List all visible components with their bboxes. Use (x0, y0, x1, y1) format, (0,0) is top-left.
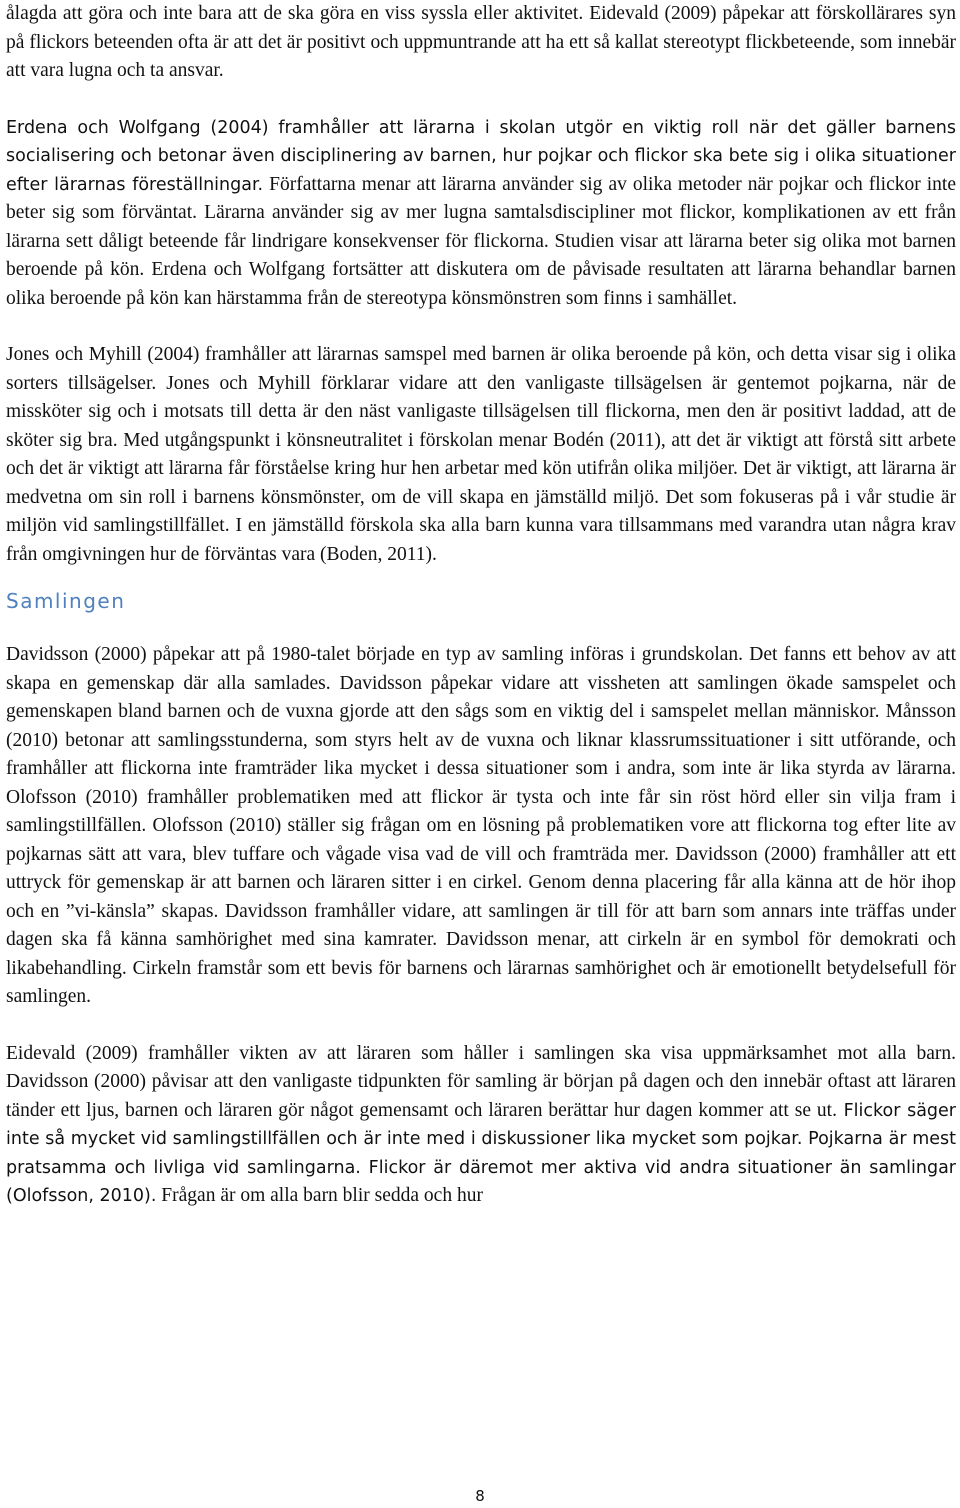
paragraph-5-text-end: Frågan är om alla barn blir sedda och hur (156, 1185, 483, 1206)
paragraph-4-text: Davidsson (2000) påpekar att på 1980-talet började en typ av samling införas i grundskolan. Det fanns ett behov av att skapa en gemenskap där alla samlades. Davidsson påpekar vidare att vissheten att samlingen ökade samspelet och gemenskapen bland barnen och de vuxna gjorde att den sågs som en viktig del i samspelet mellan människor. Månsson (2010) betonar att samlingsstunderna, som styrs helt av de vuxna och liknar klassrumssituationer i sitt utförande, och framhåller att flickorna inte framträder lika mycket i dessa situationer som i andra, som inte är lika styrda av lärarna. Olofsson (2010) framhåller problematiken med att flickor är tysta och inte får sin röst hörd eller sin vilja fram i samlingstillfällen. Olofsson (2010) ställer sig frågan om en lösning på problematiken vore att flickorna tog efter lite av pojkarnas sätt att vara, blev tuffare och vågade visa vad de vill och framträda mer. Davidsson (2000) framhåller att ett uttryck för gemenskap är att barnen och läraren sitter i en cirkel. Genom denna placering får alla känna att de hör ihop och en ”vi-känsla” skapas. Davidsson framhåller vidare, att samlingen är till för att barn som annars inte träffas under dagen ska få känna samhörighet med sina kamrater. Davidsson menar, att cirkeln är en symbol för demokrati och likabehandling. Cirkeln framstår som ett bevis för barnens och lärarnas samhörighet och är emotionellt betydelsefull för samlingen. (6, 644, 956, 1007)
paragraph-1-text: ålagda att göra och inte bara att de ska göra en viss syssla eller aktivitet. Eidevald (2009) påpekar att förskollärares syn på flickors beteenden ofta är att det är positivt och uppmuntrande att ha ett så kallat stereotypt flickbeteende, som innebär att vara lugna och ta ansvar. (6, 3, 956, 81)
paragraph-3-text: Jones och Myhill (2004) framhåller att lärarnas samspel med barnen är olika beroende på kön, och detta visar sig i olika sorters tillsägelser. Jones och Myhill förklarar vidare att den vanligaste tillsägelsen är gentemot pojkarna, när de missköter sig och i motsats till detta är den näst vanligaste tillsägelsen till flickorna, men den är positivt laddad, att de sköter sig bra. Med utgångspunkt i könsneutralitet i förskolan menar Bodén (2011), att det är viktigt att förstå sitt arbete och det är viktigt att lärarna får förståelse kring hur hen arbetar med kön utifrån olika miljöer. Det är viktigt, att lärarna är medvetna om sin roll i barnens könsmönster, om de vill skapa en jämställd miljö. Det som fokuseras på i vår studie är miljön vid samlingstillfället. I en jämställd förskola ska alla barn kunna vara tillsammans med varandra utan några krav från omgivningen hur de förväntas vara (Boden, 2011). (6, 344, 956, 565)
paragraph-1 (6, 0, 956, 86)
section-heading: Samlingen (6, 589, 126, 613)
paragraph-2 (6, 114, 956, 314)
page-number: 8 (475, 1487, 485, 1505)
paragraph-3 (6, 341, 956, 569)
paragraph-2-text: Författarna menar att lärarna använder sig av olika metoder när pojkar och flickor inte beter sig som förväntat. Lärarna använder sig av mer lugna samtalsdiscipliner mot flickor, komplikationen av ett från lärarna sett dåligt beteende får lindrigare konsekvenser för flickorna. Studien visar att lärarna beter sig olika mot barnen beroende på kön. Erdena och Wolfgang fortsätter att diskutera om de påvisade resultaten att lärarna behandlar barnen olika beroende på kön kan härstamma från de stereotypa könsmönstren som finns i samhället. (6, 173, 956, 309)
paragraph-4 (6, 641, 956, 1012)
paragraph-5-text: Eidevald (2009) framhåller vikten av att läraren som håller i samlingen ska visa uppmärksamhet mot alla barn. Davidsson (2000) påvisar att den vanligaste tidpunkten för samling är början på dagen och den innebär oftast att läraren tänder ett ljus, barnen och läraren gör något gemensamt och läraren berättar hur dagen kommer att se ut. (6, 1042, 956, 1121)
document-page (6, 0, 956, 1211)
paragraph-5-text-sans: Flickor säger inte så mycket vid samlingstillfällen och är inte med i diskussioner lika mycket som pojkar. Pojkarna är mest pratsamma och livliga vid samlingarna. Flickor är däremot mer aktiva vid andra situationer än samlingar (Olofsson, 2010). (6, 1100, 956, 1206)
paragraph-2-text-sans: Erdena och Wolfgang (2004) framhåller att lärarna i skolan utgör en viktig roll när det gäller barnens socialisering och betonar även disciplinering av barnen, hur pojkar och flickor ska bete sig i olika situationer efter lärarnas föreställningar. (6, 117, 956, 195)
paragraph-5 (6, 1040, 956, 1211)
